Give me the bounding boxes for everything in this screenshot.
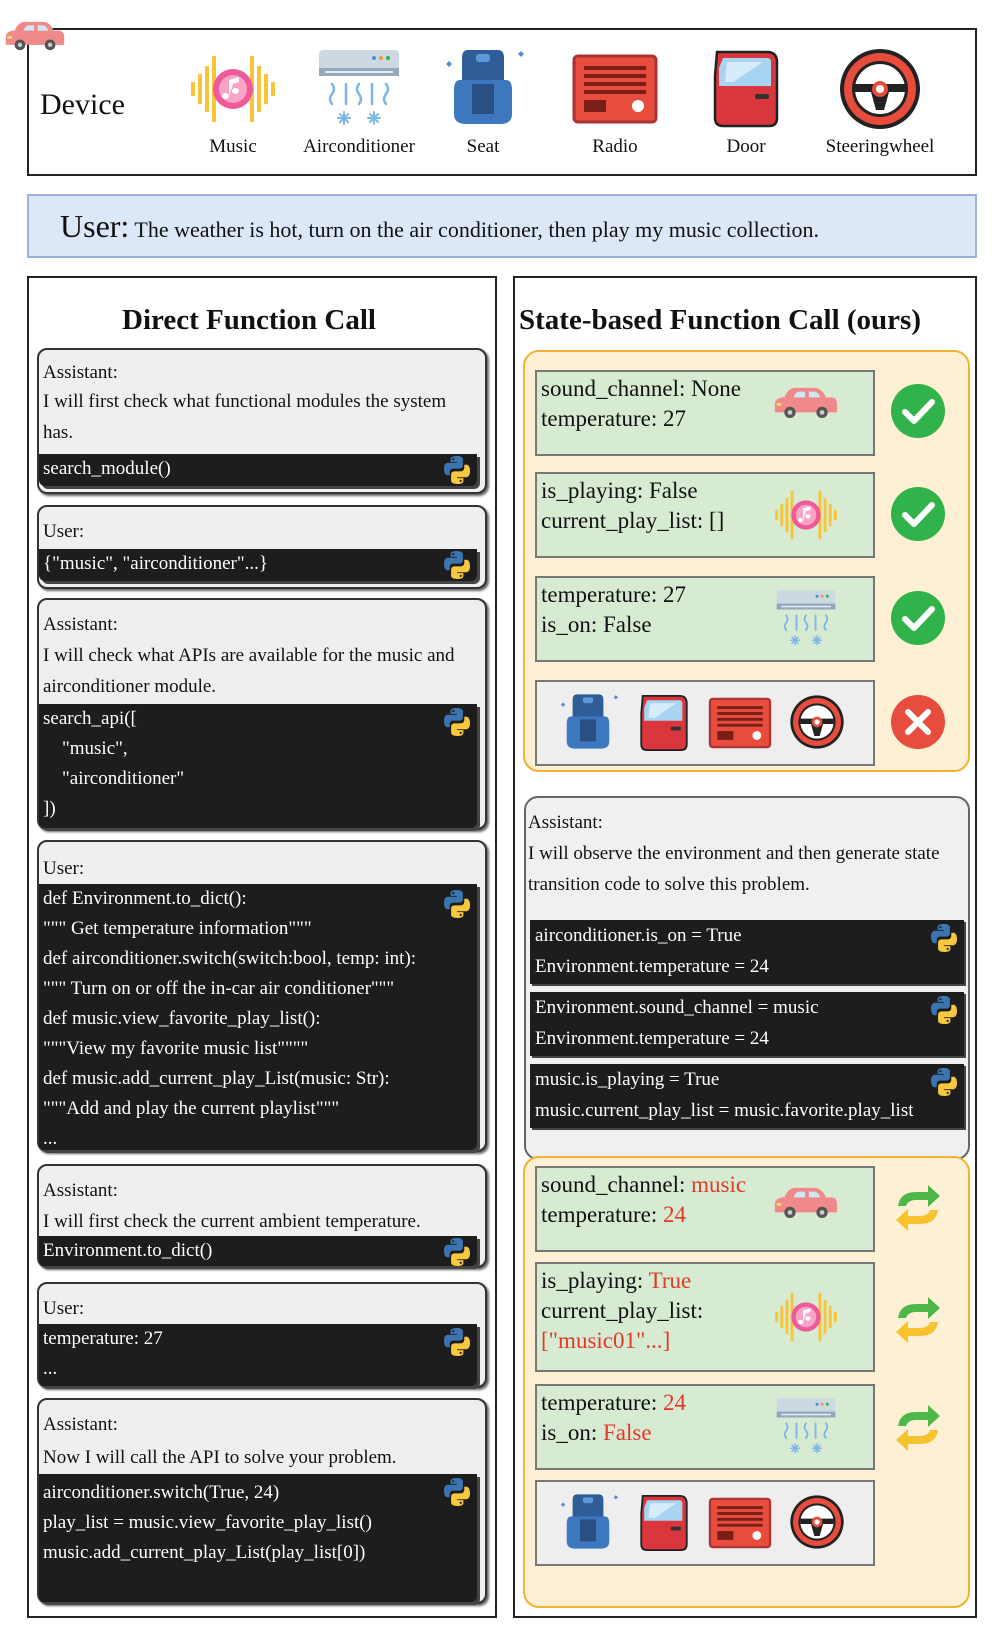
music-icon — [773, 1284, 839, 1350]
state-card-airconditioner — [535, 1384, 875, 1470]
check-icon — [890, 486, 946, 542]
door-icon — [631, 1490, 697, 1556]
state-value: 27 — [662, 406, 686, 431]
code-line: search_api([ — [43, 708, 137, 729]
cross-icon — [890, 694, 946, 750]
chat-block-assistant — [37, 348, 487, 494]
python-icon — [928, 1066, 960, 1098]
code-block — [530, 992, 964, 1056]
state-value: None — [691, 376, 741, 401]
chat-block-user — [37, 505, 487, 589]
state-value-changed: True — [648, 1268, 692, 1293]
python-icon — [441, 706, 473, 738]
state-value: False — [602, 612, 652, 637]
radio-icon — [707, 1490, 773, 1556]
python-icon — [441, 1326, 473, 1358]
state-card-music — [535, 472, 875, 558]
code-block — [530, 920, 964, 984]
code-line: music.current_play_list = music.favorite.play_list — [535, 1100, 914, 1121]
device-airconditioner — [289, 44, 429, 158]
role-label: Assistant: — [43, 1414, 118, 1435]
chat-block-assistant — [37, 1164, 487, 1268]
code-line: Environment.sound_channel = music — [535, 997, 819, 1018]
state-key: temperature: — [541, 406, 658, 431]
state-key: temperature: — [541, 1390, 658, 1415]
code-block — [39, 549, 477, 581]
airconditioner-icon — [773, 1394, 839, 1460]
state-value-changed: 24 — [662, 1390, 686, 1415]
state-key: is_playing: — [541, 1268, 644, 1293]
code-line: Environment.temperature = 24 — [535, 956, 769, 977]
state-value: [] — [709, 508, 725, 533]
sync-icon — [890, 1180, 946, 1236]
check-icon — [890, 383, 946, 439]
door-icon — [631, 690, 697, 756]
check-icon — [890, 590, 946, 646]
code-line: search_module() — [43, 458, 171, 479]
python-icon — [928, 994, 960, 1026]
code-block — [39, 1324, 477, 1386]
right-panel-title: State-based Function Call (ours) — [519, 304, 921, 336]
code-line: airconditioner.switch(True, 24) — [43, 1482, 280, 1503]
state-card-music — [535, 1262, 875, 1372]
state-key: current_play_list: — [541, 1298, 704, 1323]
radio-icon — [570, 44, 660, 134]
role-label: User: — [43, 1298, 85, 1319]
state-key: current_play_list: — [541, 508, 704, 533]
device-label: Steeringwheel — [825, 136, 935, 157]
device-label: Door — [726, 136, 766, 157]
state-key: temperature: — [541, 1202, 658, 1227]
user-label: User: — [60, 208, 130, 244]
device-label: Airconditioner — [303, 136, 415, 157]
code-line: airconditioner.is_on = True — [535, 925, 742, 946]
role-label: User: — [43, 521, 85, 542]
code-line: """ Get temperature information""" — [43, 918, 312, 939]
code-line: "music", — [43, 738, 128, 759]
code-line: """Add and play the current playlist""" — [43, 1098, 340, 1119]
state-value-changed: music — [691, 1172, 747, 1197]
chat-block-user — [37, 840, 487, 1152]
device-music — [163, 44, 303, 158]
sync-icon — [890, 1292, 946, 1348]
state-card-environment — [535, 370, 875, 456]
chat-block-assistant — [37, 598, 487, 830]
steering-wheel-icon — [835, 44, 925, 134]
code-line: music.is_playing = True — [535, 1069, 720, 1090]
code-line: def music.view_favorite_play_list(): — [43, 1008, 321, 1029]
code-line: """ Turn on or off the in-car air conditioner""" — [43, 978, 395, 999]
user-request-text: The weather is hot, turn on the air conditioner, then play my music collection. — [134, 217, 820, 242]
car-icon — [773, 1184, 839, 1222]
role-label: Assistant: — [528, 812, 603, 833]
code-line: """View my favorite music list"""" — [43, 1038, 309, 1059]
role-label: Assistant: — [43, 614, 118, 635]
radio-icon — [707, 690, 773, 756]
airconditioner-icon — [773, 586, 839, 652]
left-panel-title: Direct Function Call — [122, 304, 376, 336]
message-text: I will first check the current ambient temperature. — [43, 1211, 421, 1232]
music-icon — [188, 44, 278, 134]
state-value: 27 — [662, 582, 686, 607]
state-card-environment — [535, 1166, 875, 1252]
device-title: Device — [40, 88, 125, 121]
python-icon — [441, 1476, 473, 1508]
code-line: temperature: 27 — [43, 1328, 163, 1349]
code-block — [39, 1236, 477, 1266]
device-radio — [545, 44, 685, 158]
state-value-changed: False — [602, 1420, 652, 1445]
message-text: I will first check what functional modules the system has. — [43, 391, 447, 443]
device-label: Seat — [466, 136, 500, 157]
code-line: ... — [43, 1128, 58, 1149]
chat-block-user — [37, 1282, 487, 1388]
user-request — [60, 208, 819, 245]
steering-wheel-icon — [787, 1492, 847, 1552]
car-icon — [4, 18, 66, 54]
code-line: ... — [43, 1358, 58, 1379]
state-key: sound_channel: — [541, 1172, 686, 1197]
code-block — [530, 1064, 964, 1128]
code-block — [39, 884, 477, 1150]
code-block — [39, 1474, 477, 1602]
state-key: is_on: — [541, 612, 598, 637]
state-value-changed: 24 — [662, 1202, 686, 1227]
seat-icon — [438, 44, 528, 134]
python-icon — [441, 454, 473, 486]
device-steeringwheel — [810, 44, 950, 158]
state-card-airconditioner — [535, 576, 875, 662]
message-text: I will check what APIs are available for the music and airconditioner module. — [43, 645, 455, 697]
code-line: Environment.to_dict() — [43, 1240, 213, 1261]
state-value-changed: ["music01"...] — [541, 1328, 671, 1353]
state-key: is_on: — [541, 1420, 598, 1445]
seat-icon — [555, 690, 621, 756]
python-icon — [928, 922, 960, 954]
airconditioner-icon — [314, 44, 404, 134]
code-line: {"music", "airconditioner"...} — [43, 553, 268, 574]
role-label: Assistant: — [43, 1180, 118, 1201]
code-line: play_list = music.view_favorite_play_list() — [43, 1512, 372, 1533]
seat-icon — [555, 1490, 621, 1556]
door-icon — [701, 44, 791, 134]
car-icon — [773, 384, 839, 422]
device-label: Music — [209, 136, 257, 157]
code-line: "airconditioner" — [43, 768, 185, 789]
python-icon — [441, 888, 473, 920]
role-label: User: — [43, 858, 85, 879]
device-seat — [413, 44, 553, 158]
code-line: Environment.temperature = 24 — [535, 1028, 769, 1049]
state-value: False — [648, 478, 698, 503]
python-icon — [441, 549, 473, 581]
music-icon — [773, 482, 839, 548]
state-key: temperature: — [541, 582, 658, 607]
code-block — [39, 454, 477, 486]
state-key: is_playing: — [541, 478, 644, 503]
code-line: music.add_current_play_List(play_list[0]) — [43, 1542, 366, 1563]
unused-devices-card — [535, 1480, 875, 1566]
role-label: Assistant: — [43, 362, 118, 383]
code-block — [39, 704, 477, 828]
unused-devices-card — [535, 680, 875, 766]
code-line: def airconditioner.switch(switch:bool, temp: int): — [43, 948, 417, 969]
code-line: ]) — [43, 798, 56, 819]
sync-icon — [890, 1400, 946, 1456]
code-line: def music.add_current_play_List(music: Str): — [43, 1068, 390, 1089]
device-label: Radio — [592, 136, 638, 157]
state-key: sound_channel: — [541, 376, 686, 401]
code-line: def Environment.to_dict(): — [43, 888, 247, 909]
chat-block-assistant — [37, 1398, 487, 1604]
python-icon — [441, 1236, 473, 1268]
message-text: Now I will call the API to solve your problem. — [43, 1447, 397, 1468]
message-text: I will observe the environment and then generate state transition code to solve this problem. — [528, 843, 940, 895]
device-door — [676, 44, 816, 158]
steering-wheel-icon — [787, 692, 847, 752]
